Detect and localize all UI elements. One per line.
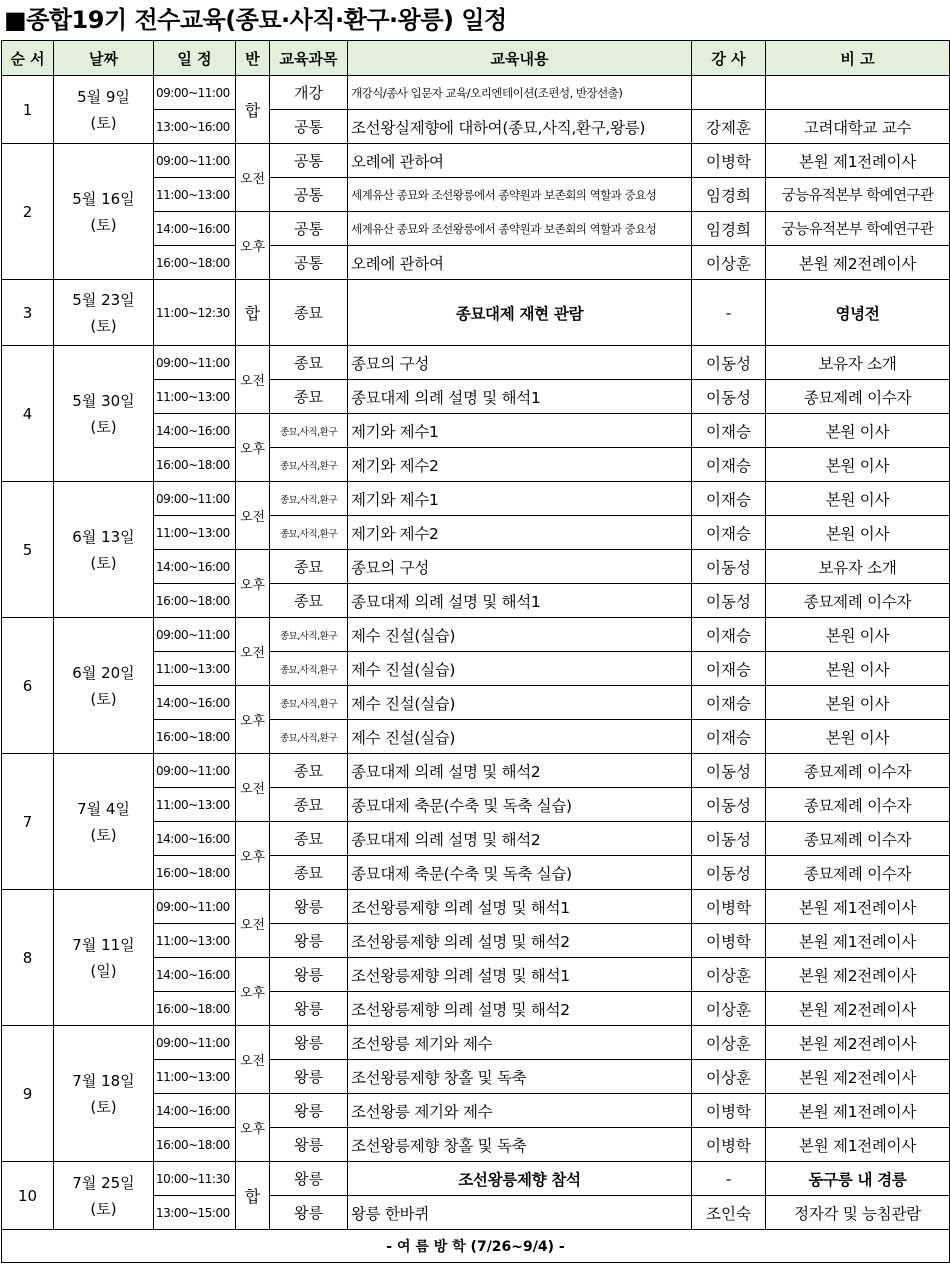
course-content: 조선왕릉제향 참석	[348, 1162, 692, 1196]
course-subject: 왕릉	[270, 992, 348, 1026]
session-number: 9	[2, 1026, 54, 1162]
course-subject: 왕릉	[270, 1026, 348, 1060]
course-content: 조선왕릉 제기와 제수	[348, 1094, 692, 1128]
course-content: 세계유산 종묘와 조선왕릉에서 종약원과 보존회의 역할과 중요성	[348, 212, 692, 246]
session-date	[54, 144, 154, 280]
remarks: 궁능유적본부 학예연구관	[766, 178, 950, 212]
course-content: 오례에 관하여	[348, 144, 692, 178]
column-header-note: 비 고	[766, 41, 950, 76]
day-of-week: (토)	[90, 1097, 117, 1116]
course-content: 제기와 제수2	[348, 516, 692, 550]
remarks: 보유자 소개	[766, 550, 950, 584]
course-content: 조선왕릉 제기와 제수	[348, 1026, 692, 1060]
course-content: 종묘대제 의례 설명 및 해석1	[348, 584, 692, 618]
course-subject: 종묘	[270, 280, 348, 346]
instructor-name: 이상훈	[692, 1060, 766, 1094]
course-content: 왕릉 한바퀴	[348, 1196, 692, 1230]
day-of-week: (토)	[90, 825, 117, 844]
table-row	[2, 890, 950, 924]
course-subject: 왕릉	[270, 958, 348, 992]
instructor-name: 조인숙	[692, 1196, 766, 1230]
time-slot: 09:00~11:00	[154, 144, 236, 178]
class-group: 합	[236, 1162, 270, 1230]
session-number: 4	[2, 346, 54, 482]
instructor-name: 임경희	[692, 178, 766, 212]
course-subject: 종묘	[270, 754, 348, 788]
class-group: 오전	[236, 890, 270, 958]
class-group: 오전	[236, 144, 270, 212]
remarks: 본원 제2전례이사	[766, 1060, 950, 1094]
column-header-time: 일 정	[154, 41, 236, 76]
day-of-week: (토)	[90, 553, 117, 572]
date-text: 5월 30일	[72, 391, 135, 410]
day-of-week: (토)	[90, 113, 117, 132]
time-slot: 09:00~11:00	[154, 1026, 236, 1060]
remarks: 본원 제1전례이사	[766, 1128, 950, 1162]
instructor-name: 이상훈	[692, 1026, 766, 1060]
session-number: 3	[2, 280, 54, 346]
course-subject: 왕릉	[270, 1060, 348, 1094]
time-slot: 16:00~18:00	[154, 1128, 236, 1162]
table-header-row	[2, 41, 950, 76]
remarks: 본원 이사	[766, 482, 950, 516]
time-slot: 14:00~16:00	[154, 822, 236, 856]
table-row	[2, 482, 950, 516]
instructor-name: 이병학	[692, 144, 766, 178]
remarks: 종묘제례 이수자	[766, 380, 950, 414]
table-row	[2, 346, 950, 380]
session-number: 7	[2, 754, 54, 890]
time-slot: 09:00~11:00	[154, 482, 236, 516]
time-slot: 11:00~13:00	[154, 652, 236, 686]
time-slot: 14:00~16:00	[154, 958, 236, 992]
course-content: 제수 진설(실습)	[348, 720, 692, 754]
class-group: 오전	[236, 346, 270, 414]
course-subject: 종묘,사직,환구	[270, 414, 348, 448]
remarks: 본원 제1전례이사	[766, 890, 950, 924]
class-group: 오전	[236, 618, 270, 686]
course-content: 조선왕릉제향 의례 설명 및 해석2	[348, 924, 692, 958]
day-of-week: (토)	[90, 1199, 117, 1218]
column-header-no: 순 서	[2, 41, 54, 76]
time-slot: 11:00~13:00	[154, 380, 236, 414]
instructor-name: 이병학	[692, 890, 766, 924]
time-slot: 11:00~13:00	[154, 1060, 236, 1094]
class-group: 합	[236, 76, 270, 144]
instructor-name: 이상훈	[692, 958, 766, 992]
remarks: 정자각 및 능침관람	[766, 1196, 950, 1230]
remarks	[766, 76, 950, 110]
course-content: 종묘대제 축문(수축 및 독축 실습)	[348, 788, 692, 822]
day-of-week: (토)	[90, 215, 117, 234]
session-date	[54, 1162, 154, 1230]
course-subject: 종묘,사직,환구	[270, 720, 348, 754]
session-date	[54, 76, 154, 144]
session-date	[54, 280, 154, 346]
instructor-name: 임경희	[692, 212, 766, 246]
time-slot: 16:00~18:00	[154, 720, 236, 754]
table-row	[2, 1026, 950, 1060]
course-content: 오례에 관하여	[348, 246, 692, 280]
remarks: 동구릉 내 경릉	[766, 1162, 950, 1196]
course-content: 조선왕릉제향 창홀 및 독축	[348, 1060, 692, 1094]
time-slot: 14:00~16:00	[154, 414, 236, 448]
course-subject: 종묘,사직,환구	[270, 652, 348, 686]
remarks: 본원 이사	[766, 414, 950, 448]
course-content: 제수 진설(실습)	[348, 618, 692, 652]
instructor-name: 이동성	[692, 380, 766, 414]
remarks: 본원 이사	[766, 448, 950, 482]
course-subject: 왕릉	[270, 890, 348, 924]
instructor-name: 이동성	[692, 822, 766, 856]
instructor-name: 이병학	[692, 1128, 766, 1162]
course-content: 세계유산 종묘와 조선왕릉에서 종약원과 보존회의 역할과 중요성	[348, 178, 692, 212]
course-content: 개강식/종사 입문자 교육/오리엔테이션(조편성, 반장선출)	[348, 76, 692, 110]
class-group: 합	[236, 280, 270, 346]
instructor-name: 이재승	[692, 686, 766, 720]
course-content: 제수 진설(실습)	[348, 652, 692, 686]
time-slot: 14:00~16:00	[154, 1094, 236, 1128]
time-slot: 16:00~18:00	[154, 584, 236, 618]
class-group: 오후	[236, 686, 270, 754]
course-content: 조선왕릉제향 의례 설명 및 해석2	[348, 992, 692, 1026]
instructor-name: 이재승	[692, 414, 766, 448]
date-text: 6월 20일	[72, 663, 135, 682]
time-slot: 09:00~11:00	[154, 754, 236, 788]
course-subject: 종묘	[270, 822, 348, 856]
session-number: 6	[2, 618, 54, 754]
course-content: 제기와 제수1	[348, 482, 692, 516]
session-number: 8	[2, 890, 54, 1026]
time-slot: 11:00~12:30	[154, 280, 236, 346]
table-row	[2, 618, 950, 652]
remarks: 종묘제례 이수자	[766, 584, 950, 618]
course-content: 종묘의 구성	[348, 550, 692, 584]
date-text: 5월 9일	[77, 87, 130, 106]
course-content: 조선왕릉제향 의례 설명 및 해석1	[348, 890, 692, 924]
class-group: 오후	[236, 1094, 270, 1162]
remarks: 보유자 소개	[766, 346, 950, 380]
course-subject: 종묘	[270, 346, 348, 380]
remarks: 본원 제2전례이사	[766, 246, 950, 280]
course-content: 종묘대제 의례 설명 및 해석2	[348, 754, 692, 788]
time-slot: 11:00~13:00	[154, 178, 236, 212]
course-subject: 공통	[270, 246, 348, 280]
session-date	[54, 1026, 154, 1162]
course-content: 조선왕릉제향 의례 설명 및 해석1	[348, 958, 692, 992]
course-subject: 종묘	[270, 856, 348, 890]
table-row	[2, 76, 950, 110]
remarks: 본원 제2전례이사	[766, 992, 950, 1026]
class-group: 오후	[236, 550, 270, 618]
remarks: 고려대학교 교수	[766, 110, 950, 144]
instructor-name: 이재승	[692, 448, 766, 482]
time-slot: 16:00~18:00	[154, 992, 236, 1026]
table-row	[2, 280, 950, 346]
instructor-name: 이상훈	[692, 992, 766, 1026]
course-subject: 종묘,사직,환구	[270, 448, 348, 482]
instructor-name: 이상훈	[692, 246, 766, 280]
session-number: 5	[2, 482, 54, 618]
date-text: 5월 16일	[72, 189, 135, 208]
course-subject: 왕릉	[270, 1196, 348, 1230]
remarks: 본원 이사	[766, 618, 950, 652]
course-subject: 왕릉	[270, 1128, 348, 1162]
instructor-name: 이동성	[692, 346, 766, 380]
time-slot: 11:00~13:00	[154, 924, 236, 958]
remarks: 본원 제2전례이사	[766, 1026, 950, 1060]
class-group: 오후	[236, 414, 270, 482]
time-slot: 14:00~16:00	[154, 550, 236, 584]
instructor-name: 이동성	[692, 788, 766, 822]
remarks: 영녕전	[766, 280, 950, 346]
date-text: 6월 13일	[72, 527, 135, 546]
remarks: 본원 제2전례이사	[766, 958, 950, 992]
remarks: 본원 이사	[766, 652, 950, 686]
day-of-week: (토)	[90, 417, 117, 436]
instructor-name: 이재승	[692, 720, 766, 754]
course-content: 제기와 제수2	[348, 448, 692, 482]
day-of-week: (일)	[90, 961, 117, 980]
instructor-name	[692, 76, 766, 110]
date-text: 7월 4일	[77, 799, 130, 818]
summer-break-note: - 여 름 방 학 (7/26~9/4) -	[2, 1230, 950, 1263]
course-content: 종묘대제 의례 설명 및 해석2	[348, 822, 692, 856]
course-subject: 공통	[270, 110, 348, 144]
course-content: 종묘대제 재현 관람	[348, 280, 692, 346]
course-content: 제기와 제수1	[348, 414, 692, 448]
course-subject: 왕릉	[270, 1094, 348, 1128]
course-content: 제수 진설(실습)	[348, 686, 692, 720]
class-group: 오전	[236, 482, 270, 550]
remarks: 종묘제례 이수자	[766, 754, 950, 788]
instructor-name: 이동성	[692, 754, 766, 788]
time-slot: 09:00~11:00	[154, 618, 236, 652]
table-row	[2, 1162, 950, 1196]
remarks: 본원 제1전례이사	[766, 144, 950, 178]
instructor-name: 이재승	[692, 618, 766, 652]
course-subject: 종묘,사직,환구	[270, 482, 348, 516]
date-text: 7월 25일	[72, 1173, 135, 1192]
course-content: 종묘대제 축문(수축 및 독축 실습)	[348, 856, 692, 890]
instructor-name: 이재승	[692, 516, 766, 550]
instructor-name: -	[692, 280, 766, 346]
time-slot: 14:00~16:00	[154, 212, 236, 246]
course-subject: 공통	[270, 144, 348, 178]
time-slot: 13:00~15:00	[154, 1196, 236, 1230]
instructor-name: 이재승	[692, 652, 766, 686]
course-content: 종묘의 구성	[348, 346, 692, 380]
course-subject: 종묘	[270, 380, 348, 414]
course-subject: 종묘	[270, 584, 348, 618]
course-subject: 공통	[270, 212, 348, 246]
session-date	[54, 618, 154, 754]
day-of-week: (토)	[90, 689, 117, 708]
date-text: 5월 23일	[72, 290, 135, 309]
column-header-teacher: 강 사	[692, 41, 766, 76]
time-slot: 10:00~11:30	[154, 1162, 236, 1196]
course-subject: 종묘,사직,환구	[270, 618, 348, 652]
time-slot: 11:00~13:00	[154, 788, 236, 822]
instructor-name: 이병학	[692, 924, 766, 958]
session-date	[54, 754, 154, 890]
course-subject: 종묘	[270, 788, 348, 822]
remarks: 궁능유적본부 학예연구관	[766, 212, 950, 246]
course-content: 조선왕실제향에 대하여(종묘,사직,환구,왕릉)	[348, 110, 692, 144]
remarks: 종묘제례 이수자	[766, 856, 950, 890]
session-date	[54, 890, 154, 1026]
session-date	[54, 346, 154, 482]
session-number: 2	[2, 144, 54, 280]
remarks: 본원 이사	[766, 720, 950, 754]
class-group: 오후	[236, 958, 270, 1026]
course-subject: 왕릉	[270, 1162, 348, 1196]
schedule-body	[2, 76, 950, 1230]
date-text: 7월 18일	[72, 1071, 135, 1090]
time-slot: 11:00~13:00	[154, 516, 236, 550]
class-group: 오전	[236, 1026, 270, 1094]
course-subject: 종묘	[270, 550, 348, 584]
column-header-subject: 교육과목	[270, 41, 348, 76]
course-subject: 개강	[270, 76, 348, 110]
remarks: 본원 제1전례이사	[766, 924, 950, 958]
instructor-name: 이병학	[692, 1094, 766, 1128]
course-content: 종묘대제 의례 설명 및 해석1	[348, 380, 692, 414]
class-group: 오후	[236, 822, 270, 890]
time-slot: 14:00~16:00	[154, 686, 236, 720]
class-group: 오전	[236, 754, 270, 822]
table-row	[2, 754, 950, 788]
remarks: 종묘제례 이수자	[766, 822, 950, 856]
footer-row	[2, 1230, 950, 1263]
column-header-class: 반	[236, 41, 270, 76]
time-slot: 09:00~11:00	[154, 76, 236, 110]
remarks: 종묘제례 이수자	[766, 788, 950, 822]
time-slot: 09:00~11:00	[154, 890, 236, 924]
instructor-name: -	[692, 1162, 766, 1196]
column-header-date: 날짜	[54, 41, 154, 76]
day-of-week: (토)	[90, 316, 117, 335]
page-title: ■종합19기 전수교육(종묘·사직·환구·왕릉) 일정	[4, 6, 507, 34]
instructor-name: 이동성	[692, 584, 766, 618]
column-header-content: 교육내용	[348, 41, 692, 76]
instructor-name: 이재승	[692, 482, 766, 516]
session-date	[54, 482, 154, 618]
date-text: 7월 11일	[72, 935, 135, 954]
course-subject: 종묘,사직,환구	[270, 516, 348, 550]
session-number: 10	[2, 1162, 54, 1230]
instructor-name: 이동성	[692, 550, 766, 584]
course-subject: 공통	[270, 178, 348, 212]
time-slot: 16:00~18:00	[154, 246, 236, 280]
instructor-name: 이동성	[692, 856, 766, 890]
class-group: 오후	[236, 212, 270, 280]
remarks: 본원 제1전례이사	[766, 1094, 950, 1128]
remarks: 본원 이사	[766, 686, 950, 720]
time-slot: 09:00~11:00	[154, 346, 236, 380]
time-slot: 16:00~18:00	[154, 856, 236, 890]
remarks: 본원 이사	[766, 516, 950, 550]
time-slot: 13:00~16:00	[154, 110, 236, 144]
session-number: 1	[2, 76, 54, 144]
table-row	[2, 144, 950, 178]
time-slot: 16:00~18:00	[154, 448, 236, 482]
instructor-name: 강제훈	[692, 110, 766, 144]
course-subject: 종묘,사직,환구	[270, 686, 348, 720]
course-content: 조선왕릉제향 창홀 및 독축	[348, 1128, 692, 1162]
schedule-table	[1, 40, 950, 1263]
course-subject: 왕릉	[270, 924, 348, 958]
